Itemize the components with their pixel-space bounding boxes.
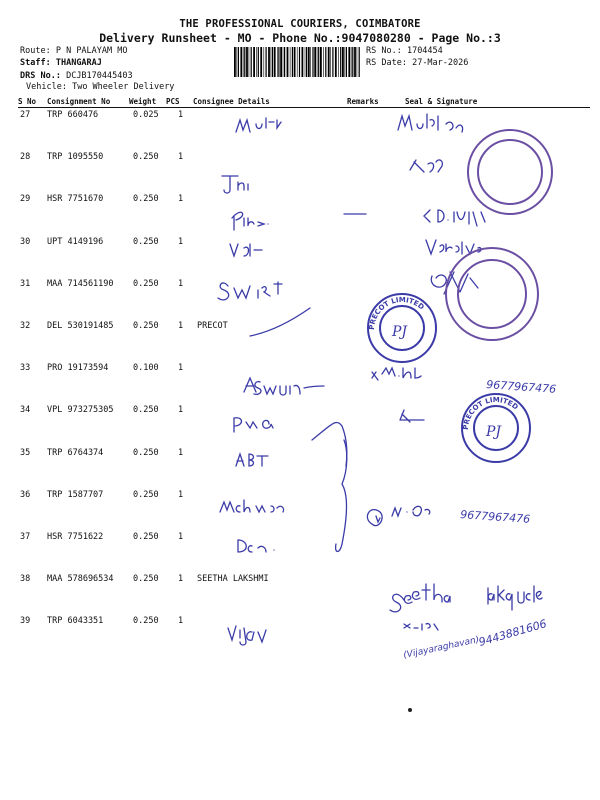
- barcode-bar: [359, 47, 360, 77]
- row-weight: 0.250: [133, 194, 159, 205]
- table-row: [0, 237, 600, 279]
- barcode-bar: [268, 47, 270, 77]
- row-sno: 34: [20, 405, 31, 416]
- barcode-bar: [244, 47, 245, 77]
- row-sno: 35: [20, 447, 31, 458]
- row-sno: 37: [20, 532, 31, 542]
- row-consignment: MAA 578696534: [47, 574, 114, 585]
- row-pcs: 1: [178, 321, 184, 331]
- table-row: [0, 110, 600, 152]
- barcode-bar: [290, 47, 291, 77]
- barcode-bar: [234, 47, 236, 77]
- runsheet-subtitle: Delivery Runsheet - MO - Phone No.:9047080280 - Page No.:3: [99, 31, 501, 45]
- rs-no-line: RS No.: 1704454: [366, 46, 443, 56]
- row-consignment: HSR 7751670: [47, 194, 104, 205]
- row-weight: 0.100: [133, 363, 159, 374]
- row-consignment: DEL 530191485: [47, 321, 114, 331]
- barcode-bar: [325, 47, 326, 77]
- barcode-bar: [299, 47, 300, 77]
- row-weight: 0.250: [133, 574, 159, 585]
- row-pcs: 1: [178, 278, 184, 289]
- barcode-bar: [318, 47, 319, 77]
- drs-line: DRS No.: DCJB170445403: [20, 71, 133, 81]
- staff-value: THANGARAJ: [55, 58, 102, 68]
- row-pcs: 1: [178, 236, 184, 247]
- barcode-bar: [294, 47, 296, 77]
- barcode-bar: [328, 47, 330, 77]
- barcode-bar: [246, 47, 248, 77]
- table-row: [0, 279, 600, 321]
- row-weight: 0.250: [133, 405, 159, 416]
- barcode-bar: [256, 47, 257, 77]
- barcode-bar: [238, 47, 239, 77]
- col-remarks: Remarks: [347, 97, 379, 106]
- col-weight: Weight: [129, 97, 157, 106]
- row-sno: 32: [20, 321, 31, 331]
- row-consignment: MAA 714561190: [47, 278, 114, 289]
- ink-dot: [408, 708, 412, 712]
- row-weight: 0.025: [133, 110, 159, 120]
- row-consignment: UPT 4149196: [47, 236, 104, 247]
- barcode-bar: [249, 47, 250, 77]
- barcode-bar: [277, 47, 278, 77]
- barcode-bar: [240, 47, 242, 77]
- row-weight: 0.250: [133, 236, 159, 247]
- row-pcs: 1: [178, 489, 184, 500]
- row-sno: 31: [20, 278, 31, 289]
- barcode-bar: [332, 47, 333, 77]
- barcode-bar: [342, 47, 344, 77]
- route-line: Route: P N PALAYAM MO: [20, 46, 128, 56]
- barcode-bar: [243, 47, 244, 77]
- col-consignment: Consignment No: [47, 97, 111, 106]
- barcode-bar: [251, 47, 252, 77]
- table-row: [0, 490, 600, 532]
- row-consignment: HSR 7751622: [47, 532, 104, 542]
- drs-value: DCJB170445403: [66, 71, 133, 81]
- rs-date-line: RS Date: 27-Mar-2026: [366, 58, 469, 68]
- barcode-bar: [348, 47, 350, 77]
- row-sno: 28: [20, 152, 31, 163]
- phone-39: 9443881606: [477, 617, 549, 649]
- barcode-bar: [351, 47, 352, 77]
- table-row: [0, 152, 600, 194]
- row-consignee: PRECOT: [197, 321, 228, 331]
- table-row: [0, 532, 600, 574]
- staff-line: Staff: THANGARAJ: [20, 58, 102, 68]
- barcode-bar: [352, 47, 353, 77]
- barcode-bar: [308, 47, 310, 77]
- barcode-bar: [287, 47, 289, 77]
- barcode-bar: [284, 47, 285, 77]
- precot-arc-1: PRECOT LIMITED: [367, 295, 426, 331]
- barcode-bar: [306, 47, 307, 77]
- barcode-bar: [354, 47, 356, 77]
- barcode-bar: [264, 47, 265, 77]
- precot-initials-1: PJ: [392, 324, 408, 340]
- barcode-bar: [283, 47, 284, 77]
- row-consignment: PRO 19173594: [47, 363, 109, 374]
- col-consignee: Consignee Details: [193, 97, 270, 106]
- table-row: [0, 405, 600, 447]
- row-weight: 0.250: [133, 532, 159, 542]
- barcode-bar: [305, 47, 306, 77]
- barcode-bar: [274, 47, 276, 77]
- barcode-bar: [266, 47, 267, 77]
- row-sno: 39: [20, 616, 31, 627]
- barcode-bar: [345, 47, 346, 77]
- route-value: P N PALAYAM MO: [55, 46, 128, 56]
- phone-33: 9677967476: [485, 378, 557, 396]
- row-sno: 27: [20, 110, 31, 120]
- rs-date-value: 27-Mar-2026: [412, 58, 469, 68]
- row-sno: 30: [20, 236, 31, 247]
- barcode-bar: [312, 47, 313, 77]
- row-pcs: 1: [178, 152, 184, 163]
- table-row: [0, 448, 600, 490]
- rs-no-value: 1704454: [406, 46, 443, 56]
- barcode-bar: [314, 47, 316, 77]
- row-weight: 0.250: [133, 489, 159, 500]
- row-weight: 0.250: [133, 616, 159, 627]
- row-sno: 38: [20, 574, 31, 585]
- table-row: [0, 321, 600, 363]
- row-weight: 0.250: [133, 447, 159, 458]
- barcode-bar: [340, 47, 341, 77]
- barcode-bar: [272, 47, 273, 77]
- row-pcs: 1: [178, 574, 184, 585]
- table-row: [0, 194, 600, 236]
- vehicle-value: Two Wheeler Delivery: [72, 82, 175, 92]
- barcode-bar: [335, 47, 337, 77]
- header-rule: [18, 107, 590, 108]
- name-39: (Vijayaraghavan): [402, 635, 481, 661]
- row-pcs: 1: [178, 194, 184, 205]
- row-consignment: TRP 6764374: [47, 447, 104, 458]
- row-pcs: 1: [178, 363, 184, 374]
- barcode-bar: [302, 47, 304, 77]
- row-pcs: 1: [178, 110, 184, 120]
- precot-initials-2: PJ: [486, 424, 502, 440]
- barcode-bar: [258, 47, 259, 77]
- barcode-bar: [357, 47, 358, 77]
- col-seal: Seal & Signature: [405, 97, 478, 106]
- row-pcs: 1: [178, 447, 184, 458]
- vehicle-line: Vehicle: Two Wheeler Delivery: [26, 82, 175, 92]
- barcode-bar: [320, 47, 322, 77]
- col-sno: S No: [18, 97, 37, 106]
- row-pcs: 1: [178, 405, 184, 416]
- barcode-bar: [292, 47, 293, 77]
- barcode-bar: [317, 47, 318, 77]
- row-consignment: TRP 6043351: [47, 616, 104, 627]
- row-consignment: TRP 1095550: [47, 152, 104, 163]
- row-sno: 33: [20, 363, 31, 374]
- barcode-bar: [237, 47, 238, 77]
- row-weight: 0.250: [133, 152, 159, 163]
- row-pcs: 1: [178, 532, 184, 542]
- barcode-bar: [271, 47, 272, 77]
- company-title: THE PROFESSIONAL COURIERS, COIMBATORE: [179, 18, 421, 30]
- row-consignee: SEETHA LAKSHMI: [197, 574, 269, 585]
- row-consignment: TRP 1587707: [47, 489, 104, 500]
- row-sno: 36: [20, 489, 31, 500]
- barcode: [234, 47, 362, 77]
- barcode-bar: [278, 47, 279, 77]
- row-consignment: TRP 660476: [47, 110, 99, 120]
- phone-36: 9677967476: [459, 508, 531, 526]
- barcode-bar: [310, 47, 311, 77]
- row-weight: 0.250: [133, 278, 159, 289]
- table-row: [0, 616, 600, 658]
- table-row: [0, 363, 600, 405]
- barcode-bar: [323, 47, 324, 77]
- barcode-bar: [260, 47, 262, 77]
- barcode-bar: [346, 47, 347, 77]
- table-row: [0, 574, 600, 616]
- barcode-bar: [253, 47, 255, 77]
- barcode-bar: [280, 47, 282, 77]
- barcode-bar: [330, 47, 331, 77]
- row-pcs: 1: [178, 616, 184, 627]
- row-consignment: VPL 973275305: [47, 405, 114, 416]
- barcode-bar: [338, 47, 339, 77]
- row-weight: 0.250: [133, 321, 159, 331]
- precot-arc-2: PRECOT LIMITED: [461, 395, 520, 431]
- barcode-bar: [297, 47, 298, 77]
- col-pcs: PCS: [166, 97, 180, 106]
- row-sno: 29: [20, 194, 31, 205]
